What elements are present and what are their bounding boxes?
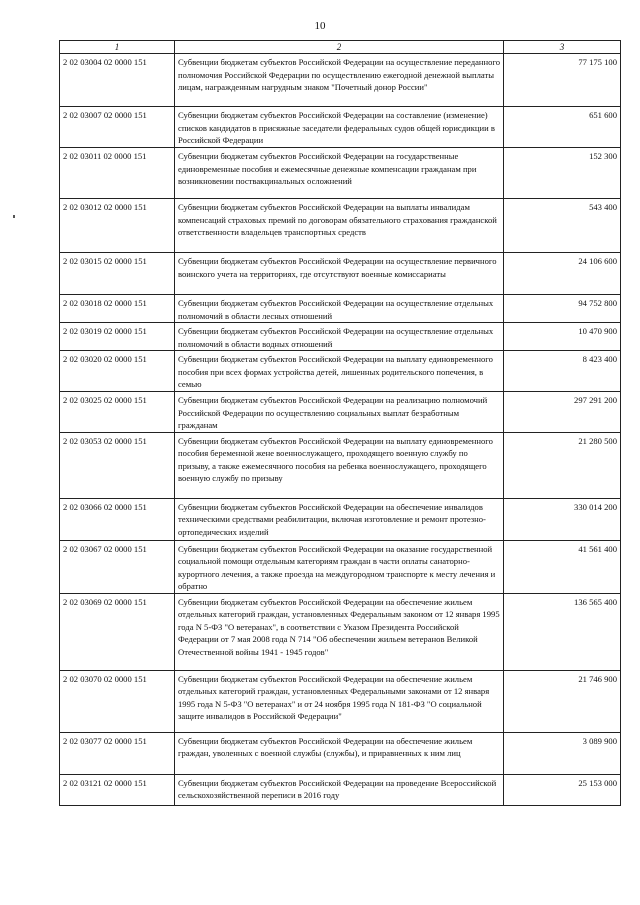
row-description: Субвенции бюджетам субъектов Российской Федерации на выплату единовременного пособия при всех формах устройства детей, лишенных родительского попечения, в семью bbox=[175, 351, 504, 392]
table-row bbox=[60, 107, 621, 148]
row-code: 2 02 03053 02 0000 151 bbox=[60, 432, 175, 498]
table-row bbox=[60, 593, 621, 670]
row-description: Субвенции бюджетам субъектов Российской Федерации на осуществление отдельных полномочий в области лесных отношений bbox=[175, 295, 504, 323]
row-amount: 136 565 400 bbox=[504, 593, 621, 670]
row-code: 2 02 03066 02 0000 151 bbox=[60, 498, 175, 540]
row-code: 2 02 03069 02 0000 151 bbox=[60, 593, 175, 670]
row-amount: 651 600 bbox=[504, 107, 621, 148]
budget-table bbox=[59, 40, 617, 806]
row-description: Субвенции бюджетам субъектов Российской Федерации на государственные единовременные пособия и ежемесячные денежные компенсации гражданам при возникновении поствакцинальных осложнений bbox=[175, 148, 504, 199]
row-code: 2 02 03015 02 0000 151 bbox=[60, 253, 175, 295]
row-amount: 10 470 900 bbox=[504, 323, 621, 351]
row-amount: 77 175 100 bbox=[504, 54, 621, 107]
row-description: Субвенции бюджетам субъектов Российской Федерации на оказание государственной социальной помощи отдельным категориям граждан в части оплаты санаторно-курортного лечения, а также проезда на междугородном транспорте к месту лечения и обратно bbox=[175, 540, 504, 593]
row-code: 2 02 03007 02 0000 151 bbox=[60, 107, 175, 148]
row-code: 2 02 03020 02 0000 151 bbox=[60, 351, 175, 392]
row-amount: 21 280 500 bbox=[504, 432, 621, 498]
row-amount: 543 400 bbox=[504, 199, 621, 253]
row-description: Субвенции бюджетам субъектов Российской Федерации на реализацию полномочий Российской Федерации по осуществлению социальных выплат безработным гражданам bbox=[175, 392, 504, 433]
row-description: Субвенции бюджетам субъектов Российской Федерации на обеспечение жильем отдельных категорий граждан, установленных Федеральным законом от 12 января 1995 года N 5-ФЗ "О ветеранах", в соответствии с Указом Президента Российской Федерации от 7 мая 2008 года N 714 "Об обеспечении жильем ветеранов Великой Отечественной войны 1941 - 1945 годов" bbox=[175, 593, 504, 670]
row-description: Субвенции бюджетам субъектов Российской Федерации на составление (изменение) списков кандидатов в присяжные заседатели федеральных судов общей юрисдикции в Российской Федерации bbox=[175, 107, 504, 148]
row-description: Субвенции бюджетам субъектов Российской Федерации на осуществление переданного полномочия Российской Федерации по осуществлению ежегодной денежной выплаты лицам, награжденным нагрудным знаком "Почетный донор России" bbox=[175, 54, 504, 107]
row-amount: 24 106 600 bbox=[504, 253, 621, 295]
row-code: 2 02 03025 02 0000 151 bbox=[60, 392, 175, 433]
page-number: 10 bbox=[314, 20, 326, 32]
row-amount: 25 153 000 bbox=[504, 774, 621, 805]
row-code: 2 02 03077 02 0000 151 bbox=[60, 732, 175, 774]
row-code: 2 02 03067 02 0000 151 bbox=[60, 540, 175, 593]
scan-mark bbox=[13, 215, 15, 218]
row-code: 2 02 03070 02 0000 151 bbox=[60, 670, 175, 732]
header-col-3: 3 bbox=[504, 41, 621, 54]
table-row bbox=[60, 498, 621, 540]
row-amount: 8 423 400 bbox=[504, 351, 621, 392]
row-code: 2 02 03012 02 0000 151 bbox=[60, 199, 175, 253]
row-amount: 297 291 200 bbox=[504, 392, 621, 433]
row-description: Субвенции бюджетам субъектов Российской Федерации на обеспечение жильем граждан, уволенных с военной службы (службы), и приравненных к ним лиц bbox=[175, 732, 504, 774]
table-row bbox=[60, 432, 621, 498]
header-col-2: 2 bbox=[175, 41, 504, 54]
row-amount: 41 561 400 bbox=[504, 540, 621, 593]
row-description: Субвенции бюджетам субъектов Российской Федерации на проведение Всероссийской сельскохозяйственной переписи в 2016 году bbox=[175, 774, 504, 805]
row-code: 2 02 03019 02 0000 151 bbox=[60, 323, 175, 351]
table-row bbox=[60, 199, 621, 253]
row-description: Субвенции бюджетам субъектов Российской Федерации на осуществление первичного воинского учета на территориях, где отсутствуют военные комиссариаты bbox=[175, 253, 504, 295]
row-code: 2 02 03011 02 0000 151 bbox=[60, 148, 175, 199]
row-description: Субвенции бюджетам субъектов Российской Федерации на обеспечение жильем отдельных категорий граждан, установленных Федеральными законами от 12 января 1995 года N 5-ФЗ "О ветеранах" и от 24 ноября 1995 года N 181-ФЗ "О социальной защите инвалидов в Российской Федерации" bbox=[175, 670, 504, 732]
row-description: Субвенции бюджетам субъектов Российской Федерации на осуществление отдельных полномочий в области водных отношений bbox=[175, 323, 504, 351]
table-row bbox=[60, 732, 621, 774]
table-row bbox=[60, 295, 621, 323]
row-code: 2 02 03004 02 0000 151 bbox=[60, 54, 175, 107]
row-description: Субвенции бюджетам субъектов Российской Федерации на обеспечение инвалидов техническими средствами реабилитации, включая изготовление и ремонт протезно-ортопедических изделий bbox=[175, 498, 504, 540]
row-description: Субвенции бюджетам субъектов Российской Федерации на выплаты инвалидам компенсаций страховых премий по договорам обязательного страхования гражданской ответственности владельцев транспортных средств bbox=[175, 199, 504, 253]
table-row bbox=[60, 670, 621, 732]
table-row bbox=[60, 774, 621, 805]
row-description: Субвенции бюджетам субъектов Российской Федерации на выплату единовременного пособия беременной жене военнослужащего, проходящего военную службу по призыву, а также ежемесячного пособия на ребенка военнослужащего, проходящего военную службу по призыву bbox=[175, 432, 504, 498]
row-amount: 330 014 200 bbox=[504, 498, 621, 540]
table-row bbox=[60, 253, 621, 295]
header-col-1: 1 bbox=[60, 41, 175, 54]
table-row bbox=[60, 54, 621, 107]
table-row bbox=[60, 323, 621, 351]
row-amount: 94 752 800 bbox=[504, 295, 621, 323]
table-row bbox=[60, 351, 621, 392]
row-amount: 21 746 900 bbox=[504, 670, 621, 732]
row-code: 2 02 03121 02 0000 151 bbox=[60, 774, 175, 805]
table-header-row bbox=[60, 41, 621, 54]
row-amount: 152 300 bbox=[504, 148, 621, 199]
table-row bbox=[60, 392, 621, 433]
row-amount: 3 089 900 bbox=[504, 732, 621, 774]
table-row bbox=[60, 148, 621, 199]
row-code: 2 02 03018 02 0000 151 bbox=[60, 295, 175, 323]
table-row bbox=[60, 540, 621, 593]
